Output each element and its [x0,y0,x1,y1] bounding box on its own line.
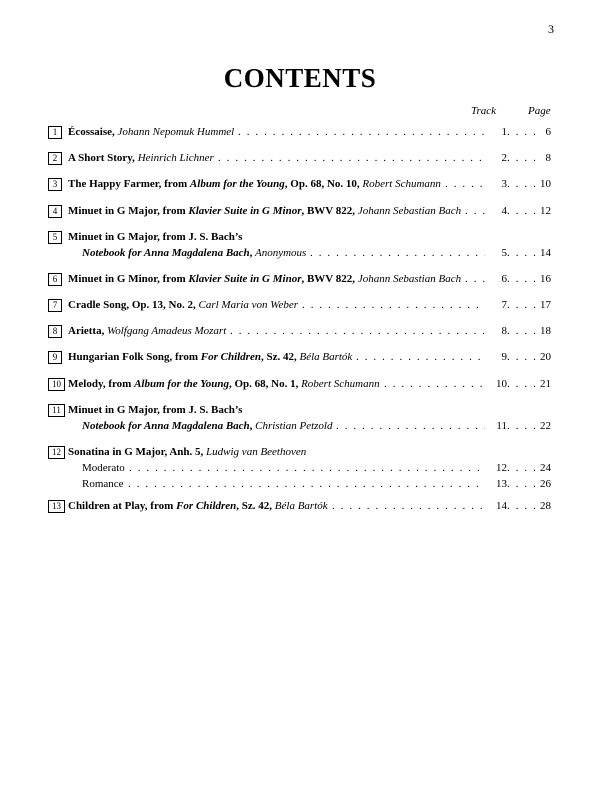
entry-title: The Happy Farmer, from Album for the Young, Op. 68, No. 10, Robert Schumann [68,178,441,190]
track-number: 7 [501,299,507,311]
leader-and-numbers [128,476,551,492]
page-number-ref: 8 [545,152,551,164]
track-number: 5 [501,247,507,259]
page-number: 3 [548,22,554,36]
track-number: 1 [501,126,507,138]
track-number: 4 [501,205,507,217]
toc-entry-3[interactable] [48,176,551,192]
track-number-box: 10 [48,378,65,391]
page-number-ref: 17 [540,299,551,311]
toc-entry-2[interactable] [48,150,551,166]
track-number: 14 [496,500,507,512]
entry-title-line1: Minuet in G Major, from J. S. Bach’s [68,404,243,416]
dot-leader [128,476,485,492]
track-number-box: 6 [48,273,62,286]
leader-and-numbers [356,349,551,365]
track-number: 9 [501,351,507,363]
page-number-ref: 24 [540,462,551,474]
dot-leader [507,176,537,192]
track-number: 2 [501,152,507,164]
dot-leader [507,498,537,514]
track-number-box: 13 [48,500,65,513]
dot-leader [507,418,537,434]
toc-entry-5[interactable] [48,229,551,261]
track-number: 6 [501,273,507,285]
track-number: 3 [501,178,507,190]
toc-entry-13[interactable] [48,498,551,514]
entry-title: Cradle Song, Op. 13, No. 2, Carl Maria von Weber [68,299,299,311]
dot-leader [507,124,537,140]
sub-entry-moderato[interactable] [48,460,551,476]
sub-entry-label: Moderato [82,462,125,474]
track-number-box: 12 [48,446,65,459]
track-number: 11 [496,420,507,432]
leader-and-numbers [129,460,551,476]
page-column-header: Page [528,105,551,117]
entry-title: Sonatina in G Major, Anh. 5, Ludwig van Beethoven [68,446,307,458]
entry-title: Écossaise, Johann Nepomuk Hummel [68,126,235,138]
toc-entry-12[interactable] [48,444,551,492]
track-number-box: 8 [48,325,62,338]
dot-leader [384,376,485,392]
entry-title-line2: Notebook for Anna Magdalena Bach, Anonymous [82,247,307,259]
track-number-box: 7 [48,299,62,312]
track-column-header: Track [471,105,497,117]
toc-entry-6[interactable] [48,271,551,287]
page-number-ref: 26 [540,478,551,490]
entry-title: Children at Play, from For Children, Sz. 42, Béla Bartók [68,500,328,512]
dot-leader [507,323,537,339]
toc-entry-11[interactable] [48,402,551,434]
dot-leader [332,498,485,514]
dot-leader [507,271,537,287]
leader-and-numbers [336,418,551,434]
page-number-ref: 21 [540,378,551,390]
leader-and-numbers [230,323,551,339]
dot-leader [507,245,537,261]
dot-leader [507,150,537,166]
toc-entry-1[interactable] [48,124,551,140]
dot-leader [507,349,537,365]
entry-title: Minuet in G Major, from Klavier Suite in G Minor, BWV 822, Johann Sebastian Bach [68,205,462,217]
toc-entry-7[interactable] [48,297,551,313]
leader-and-numbers [465,203,551,219]
toc-entry-10[interactable] [48,376,551,392]
dot-leader [302,297,485,313]
page-number-ref: 16 [540,273,551,285]
dot-leader [507,476,537,492]
entry-title-line2: Notebook for Anna Magdalena Bach, Christian Petzold [82,420,333,432]
page-number-ref: 20 [540,351,551,363]
track-number-box: 4 [48,205,62,218]
sub-entry-label: Romance [82,478,124,490]
page-number-ref: 22 [540,420,551,432]
page-number-ref: 18 [540,325,551,337]
dot-leader [465,203,485,219]
dot-leader [310,245,485,261]
entry-title: Minuet in G Minor, from Klavier Suite in G Minor, BWV 822, Johann Sebastian Bach [68,273,462,285]
column-headers [0,105,600,121]
entry-title: Hungarian Folk Song, from For Children, Sz. 42, Béla Bartók [68,351,353,363]
toc-entry-8[interactable] [48,323,551,339]
track-number-box: 9 [48,351,62,364]
page-number-ref: 6 [545,126,551,138]
page-number-ref: 14 [540,247,551,259]
track-number-box: 1 [48,126,62,139]
toc-entry-4[interactable] [48,203,551,219]
dot-leader [336,418,485,434]
dot-leader [507,203,537,219]
sub-entry-romance[interactable] [48,476,551,492]
leader-and-numbers [302,297,551,313]
dot-leader [507,297,537,313]
dot-leader [356,349,485,365]
track-number-box: 2 [48,152,62,165]
page-number-ref: 12 [540,205,551,217]
leader-and-numbers [332,498,551,514]
page-number-ref: 10 [540,178,551,190]
leader-and-numbers [218,150,551,166]
leader-and-numbers [465,271,551,287]
dot-leader [507,460,537,476]
track-number-box: 11 [48,404,65,417]
track-number-box: 5 [48,231,62,244]
dot-leader [218,150,485,166]
page-title: CONTENTS [223,63,377,93]
dot-leader [507,376,537,392]
leader-and-numbers [238,124,551,140]
dot-leader [238,124,485,140]
toc-entry-9[interactable] [48,349,551,365]
leader-and-numbers [384,376,551,392]
entry-title: Melody, from Album for the Young, Op. 68, No. 1, Robert Schumann [68,378,380,390]
entry-title: A Short Story, Heinrich Lichner [68,152,214,164]
leader-and-numbers [310,245,551,261]
track-number: 8 [501,325,507,337]
track-number: 13 [496,478,507,490]
dot-leader [230,323,485,339]
page-number-ref: 28 [540,500,551,512]
entry-title: Arietta, Wolfgang Amadeus Mozart [68,325,227,337]
leader-and-numbers [445,176,551,192]
dot-leader [465,271,485,287]
track-number: 12 [496,462,507,474]
entry-title-line1: Minuet in G Major, from J. S. Bach’s [68,231,243,243]
dot-leader [445,176,485,192]
track-number-box: 3 [48,178,62,191]
dot-leader [129,460,485,476]
track-number: 10 [496,378,507,390]
